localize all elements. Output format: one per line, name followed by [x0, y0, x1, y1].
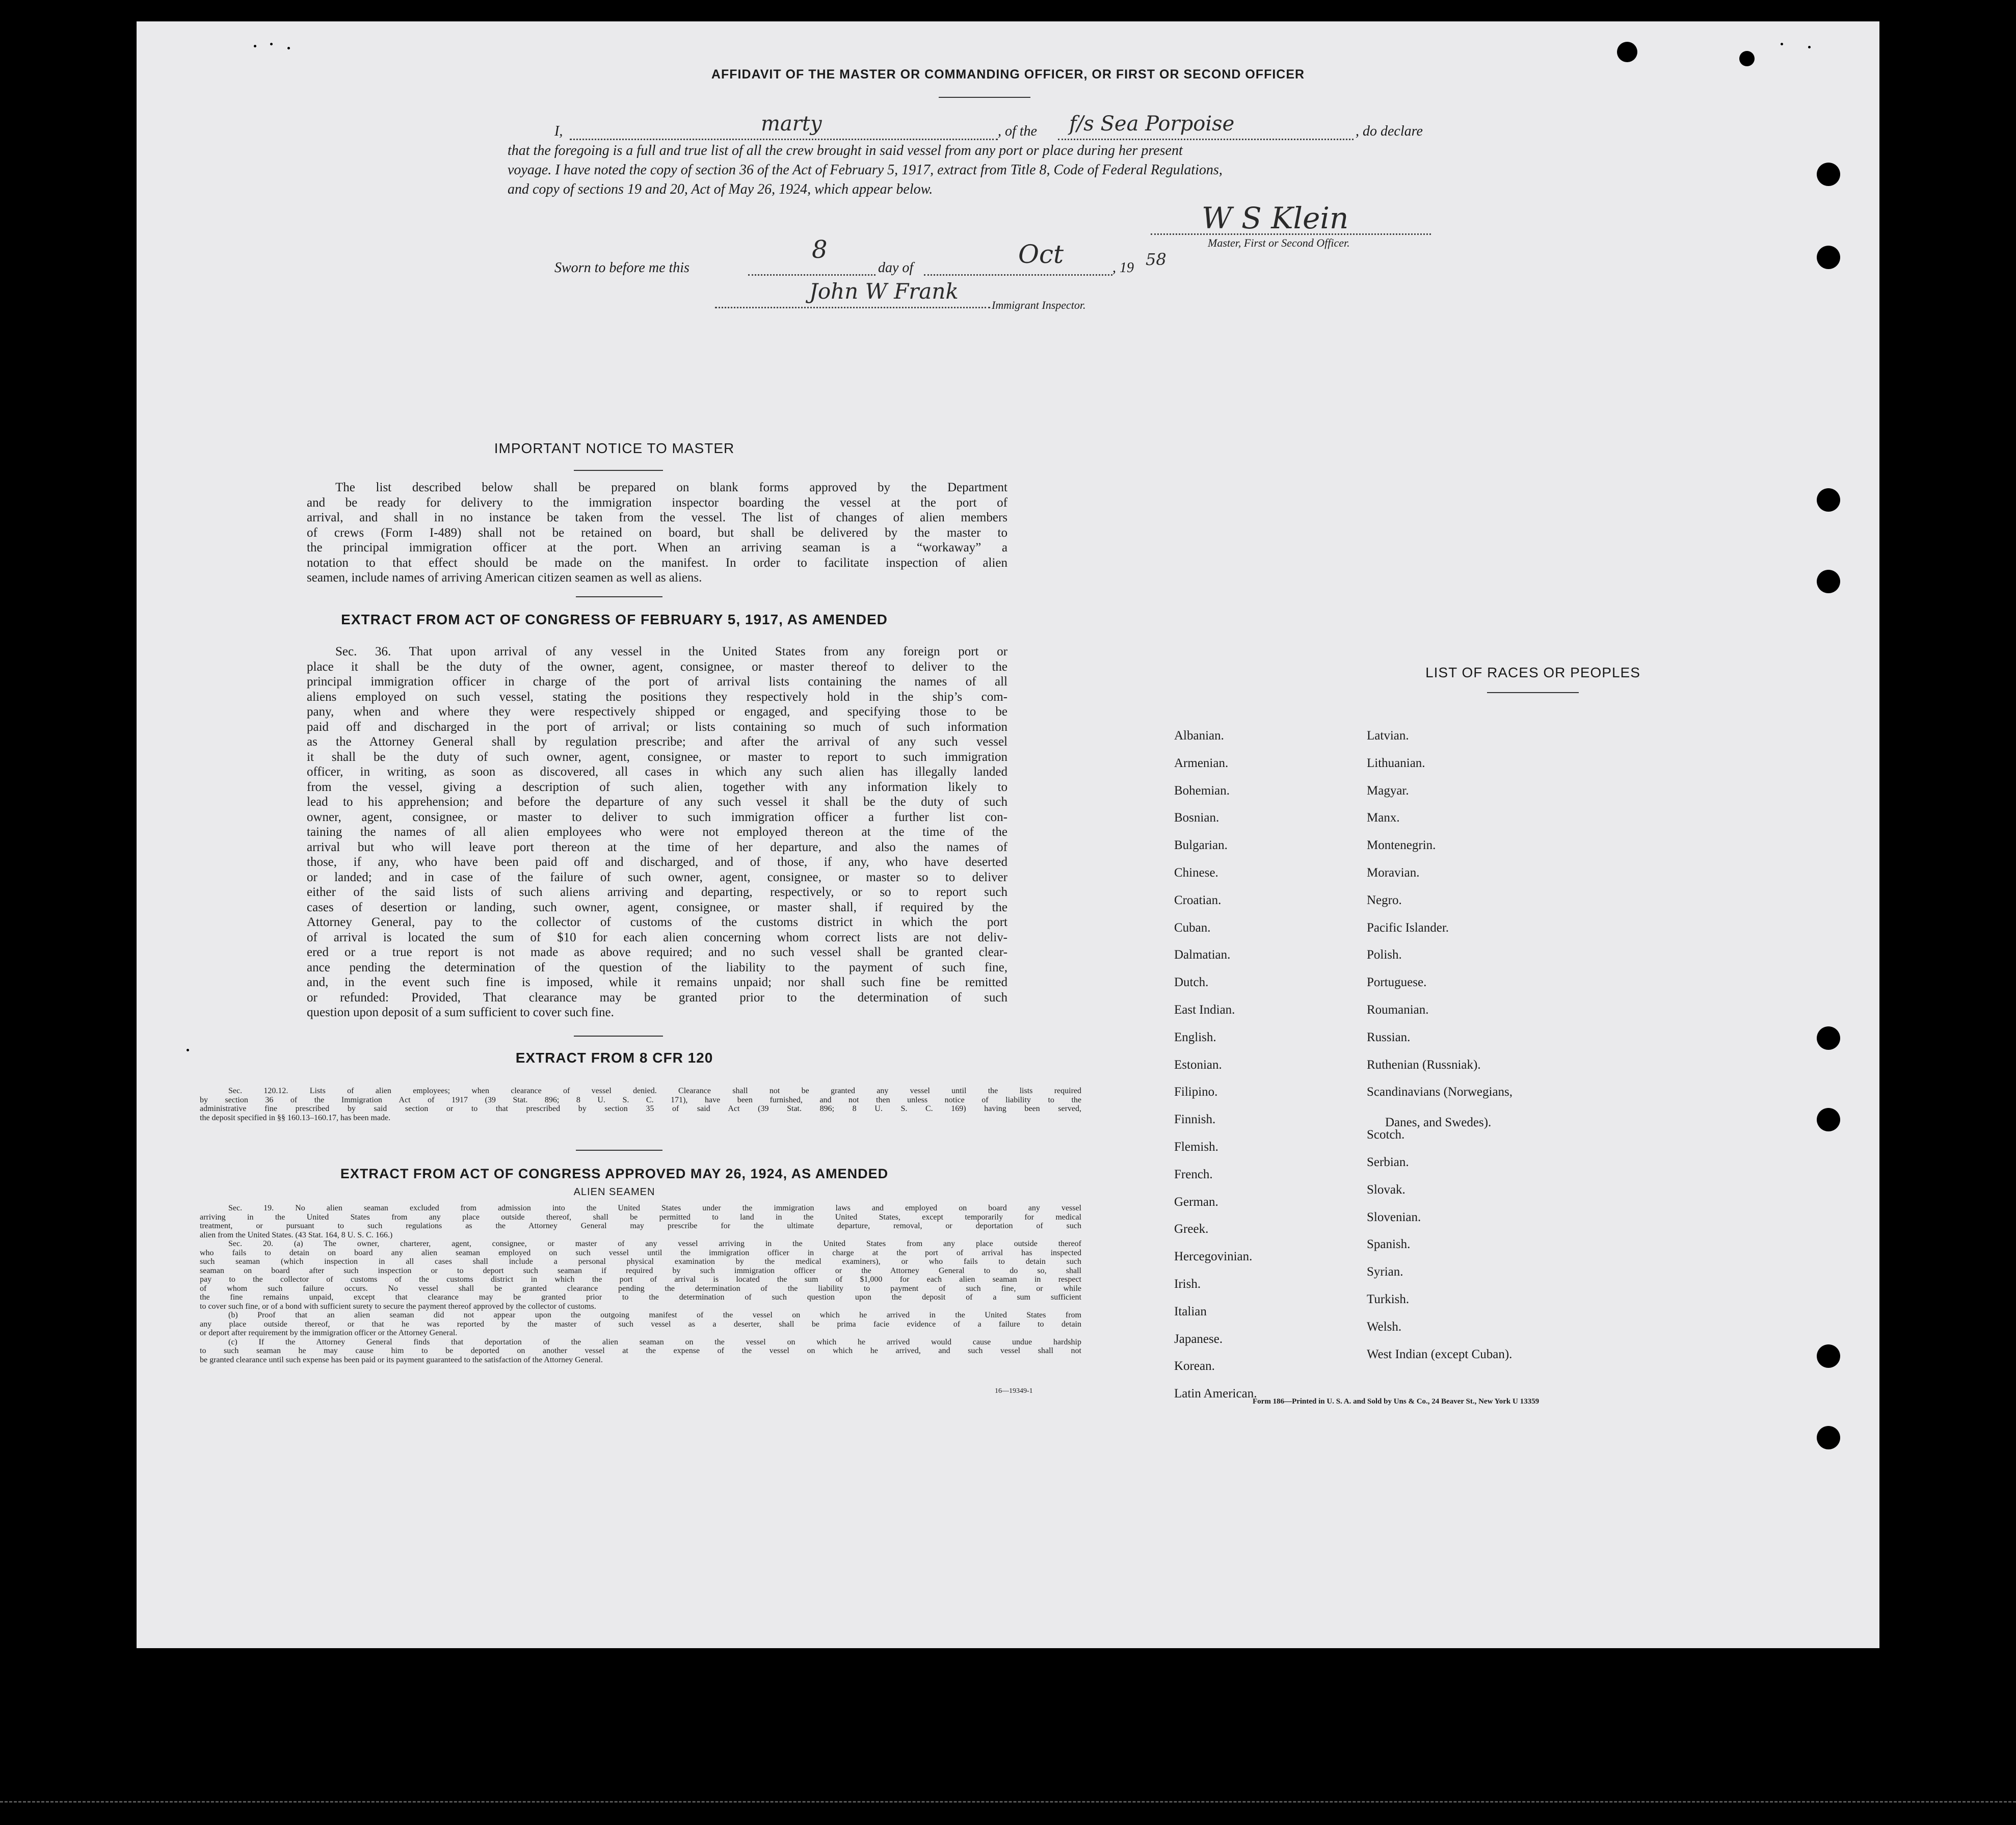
race-item: Scandinavians (Norwegians,	[1367, 1085, 1513, 1099]
race-item: Dutch.	[1174, 975, 1209, 990]
day-of-label: day of	[878, 260, 914, 276]
binder-hole	[1817, 1108, 1840, 1131]
race-item: Latvian.	[1367, 729, 1409, 743]
extract-1917-line: lead to his apprehension; and before the departure of any such vessel it shall be the duty of such	[307, 795, 1007, 809]
affidavit-line1-suffix: , do declare	[1356, 123, 1423, 139]
race-item: Russian.	[1367, 1030, 1411, 1044]
race-item: West Indian (except Cuban).	[1367, 1347, 1513, 1361]
notice-title: IMPORTANT NOTICE TO MASTER	[494, 440, 735, 456]
race-item: Roumanian.	[1367, 1003, 1429, 1017]
race-item: Polish.	[1367, 948, 1402, 962]
binder-hole	[1817, 1426, 1840, 1449]
notice-line: seamen, include names of arriving American citizen seamen as well as aliens.	[307, 571, 702, 585]
affidavit-title-rule	[939, 97, 1030, 98]
extract-1924-body	[200, 1204, 1081, 1364]
handwritten-vessel: f/s Sea Porpoise	[1069, 112, 1235, 136]
affidavit-line3: voyage. I have noted the copy of section 36 of the Act of February 5, 1917, extract from Title 8, Code of Federal Regulations,	[508, 162, 1223, 178]
race-item: Pacific Islander.	[1367, 920, 1449, 935]
affidavit-line4: and copy of sections 19 and 20, Act of May 26, 1924, which appear below.	[508, 181, 933, 197]
extract-1917-line: question upon deposit of a sum sufficient to cover such fine.	[307, 1006, 614, 1019]
notice-line: and be ready for delivery to the immigration inspector boarding the vessel at the port of	[307, 495, 1007, 510]
extract-1917-line: as the Attorney General shall by regulation prescribe; and after the arrival of any such vessel	[307, 735, 1007, 749]
form-page	[137, 21, 1879, 1648]
cfr-line: administrative fine prescribed by said section or to that prescribed by section 35 of said Act (39 Stat. 896; 8 U. S. C. 169) having been served,	[200, 1104, 1081, 1113]
race-item: Bulgarian.	[1174, 838, 1228, 853]
race-item: Armenian.	[1174, 756, 1229, 770]
extract-1917-line: ance pending the determination of the question of the liability to the payment of such fine,	[307, 960, 1007, 974]
month-fill-line	[924, 274, 1112, 276]
scan-border-line	[0, 1801, 2016, 1803]
master-signature: W S Klein	[1202, 201, 1349, 235]
binder-hole	[1817, 1026, 1840, 1050]
extract-1924-line: (c) If the Attorney General finds that deportation of the alien seaman on the vessel on which he arrived would cause undue hardship	[228, 1337, 1081, 1346]
extract-1924-line: to cover such fine, or of a bond with sufficient surety to secure the payment thereof approved by the collector of customs.	[200, 1302, 596, 1311]
extract-1924-line: the fine remains unpaid, except that clearance may be granted prior to the determination of such question upon the deposit of a sum sufficient	[200, 1293, 1081, 1302]
cfr-body	[200, 1087, 1081, 1122]
extract-1924-subtitle: ALIEN SEAMEN	[573, 1186, 655, 1198]
year-prefix: , 19	[1112, 260, 1134, 276]
race-item: East Indian.	[1174, 1003, 1235, 1017]
race-item: Portuguese.	[1367, 975, 1427, 990]
extract-1924-line: any place outside thereof, or that he was reported by the master of such vessel as a deserter, shall be prima facie evidence of a failure to detain	[200, 1319, 1081, 1329]
affidavit-line2: that the foregoing is a full and true list of all the crew brought in said vessel from any port or place during her present	[508, 143, 1183, 158]
race-item: Welsh.	[1367, 1319, 1402, 1334]
race-item: Slovak.	[1367, 1182, 1405, 1197]
extract-1917-line: and, in the event such fine is imposed, while it remains unpaid; nor shall such fine be remitted	[307, 975, 1007, 989]
race-item: Cuban.	[1174, 920, 1211, 935]
race-item: Filipino.	[1174, 1085, 1218, 1099]
affidavit-line1-prefix: I,	[554, 123, 563, 139]
extract-1924-line: be granted clearance until such expense has been paid or its payment guaranteed to the satisfaction of the Attorney General.	[200, 1355, 603, 1364]
extract-1924-line: Sec. 19. No alien seaman excluded from admission into the United States under the immigration laws and employed on board any vessel	[228, 1204, 1081, 1212]
extract-1917-line: or landed; and in case of the failure of such owner, agent, consignee, or master so to deliver	[307, 870, 1007, 884]
binder-hole	[1817, 163, 1840, 186]
day-fill-line	[748, 274, 876, 276]
extract-1924-title: EXTRACT FROM ACT OF CONGRESS APPROVED MAY 26, 1924, AS AMENDED	[340, 1166, 889, 1181]
extract-1917-line: principal immigration officer in charge of the port of arrival lists containing the names of all	[307, 675, 1007, 689]
cfr-line: by section 36 of the Immigration Act of 1917 (39 Stat. 896; 8 U. S. C. 171), have been furnished, and not then unless notice of liability to the	[200, 1095, 1081, 1104]
race-item: Albanian.	[1174, 729, 1224, 743]
extract-1917-line: place it shall be the duty of the owner, agent, consignee, or master thereof to deliver to the	[307, 659, 1007, 674]
extract-1924-line: who fails to detain on board any alien seaman employed on such vessel until the immigration officer in charge at the port of arrival has inspected	[200, 1248, 1081, 1257]
notice-title-rule	[574, 470, 663, 471]
extract-1917-body	[307, 644, 1007, 1020]
vessel-fill-line	[1058, 139, 1354, 140]
races-title: LIST OF RACES OR PEOPLES	[1425, 665, 1640, 680]
race-item: Italian	[1174, 1304, 1207, 1318]
inspector-label: Immigrant Inspector.	[992, 299, 1086, 311]
notice-body	[307, 480, 1007, 586]
race-item: Croatian.	[1174, 893, 1222, 907]
cfr-title: EXTRACT FROM 8 CFR 120	[515, 1050, 713, 1066]
binder-hole	[1739, 51, 1755, 66]
scan-speck	[287, 47, 290, 49]
cfr-line: Sec. 120.12. Lists of alien employees; when clearance of vessel denied. Clearance shall not be granted any vessel until the lists required	[228, 1087, 1081, 1095]
race-item: Hercegovinian.	[1174, 1250, 1253, 1264]
form-footer: Form 186—Printed in U. S. A. and Sold by Uns & Co., 24 Beaver St., New York U 13359	[1253, 1397, 1540, 1406]
race-item: Korean.	[1174, 1359, 1215, 1373]
race-item: Danes, and Swedes).	[1385, 1116, 1492, 1130]
race-item: Negro.	[1367, 893, 1402, 907]
race-item: German.	[1174, 1195, 1218, 1209]
notice-line: The list described below shall be prepared on blank forms approved by the Department	[335, 481, 1007, 494]
extract-1917-line: of arrival is located the sum of $10 for each alien concerning whom correct lists are not deliv-	[307, 930, 1007, 944]
race-item: Bosnian.	[1174, 811, 1219, 825]
extract-1924-line: seaman on board after such inspection or to deport such seaman if required by such immigration officer or the Attorney General to do so, shall	[200, 1266, 1081, 1275]
scan-speck	[1781, 43, 1783, 45]
extract-1917-line: aliens employed on such vessel, stating the positions they respectively hold in the ship’s com-	[307, 690, 1007, 704]
race-item: Chinese.	[1174, 866, 1218, 880]
extract-1917-line: pany, when and where they were respectively shipped or engaged, and specifying those to be	[307, 705, 1007, 719]
race-item: Japanese.	[1174, 1332, 1223, 1346]
extract-1917-line: it shall be the duty of such owner, agent, consignee, or master to report to such immigration	[307, 750, 1007, 764]
notice-line: notation to that effect should be made on the manifest. In order to facilitate inspection of alien	[307, 556, 1007, 570]
extract-1924-line: pay to the collector of customs of the customs district in which the port of arrival is located the sum of $1,000 for each alien seaman in respect	[200, 1275, 1081, 1284]
scan-speck	[1808, 46, 1811, 48]
inspector-signature-line	[715, 307, 990, 308]
scan-speck	[270, 43, 273, 45]
binder-hole	[1817, 488, 1840, 512]
binder-hole	[1817, 570, 1840, 593]
race-item: Finnish.	[1174, 1113, 1216, 1127]
race-item: Flemish.	[1174, 1140, 1218, 1154]
handwritten-name: marty	[761, 112, 822, 136]
race-item: Montenegrin.	[1367, 838, 1436, 853]
race-item: Latin American.	[1174, 1387, 1257, 1401]
race-item: Scotch.	[1367, 1128, 1405, 1142]
extract-1917-line: Sec. 36. That upon arrival of any vessel in the United States from any foreign port or	[335, 645, 1007, 658]
races-title-rule	[1487, 692, 1579, 693]
sworn-prefix: Sworn to before me this	[554, 260, 689, 276]
notice-end-rule	[576, 596, 662, 597]
extract-1924-line: of whom such failure occurs. No vessel shall be granted clearance pending the determination of the liability to payment of such fine, or while	[200, 1284, 1081, 1293]
binder-hole	[1817, 1344, 1840, 1368]
race-item: Dalmatian.	[1174, 948, 1231, 962]
affidavit-title: AFFIDAVIT OF THE MASTER OR COMMANDING OFFICER, OR FIRST OR SECOND OFFICER	[711, 67, 1305, 82]
race-item: Greek.	[1174, 1222, 1209, 1236]
master-signature-label: Master, First or Second Officer.	[1208, 236, 1350, 249]
scan-speck	[187, 1049, 189, 1051]
race-item: Lithuanian.	[1367, 756, 1425, 770]
extract-1924-line: to such seaman he may cause him to be deported on another vessel at the expense of the vessel on which he arrived, and such vessel shall not	[200, 1346, 1081, 1355]
inspector-signature: John W Frank	[809, 279, 959, 304]
race-item: Bohemian.	[1174, 783, 1230, 798]
extract-1917-line: Attorney General, pay to the collector of customs of the customs district in which the port	[307, 915, 1007, 929]
extract-1917-end-rule	[574, 1036, 663, 1037]
race-item: Turkish.	[1367, 1292, 1410, 1306]
extract-1924-line: alien from the United States. (43 Stat. 164, 8 U. S. C. 166.)	[200, 1230, 393, 1239]
extract-1924-line: or deport after requirement by the immigration officer or the Attorney General.	[200, 1329, 458, 1337]
race-item: Manx.	[1367, 811, 1400, 825]
extract-1917-line: cases of desertion or landing, such owner, agent, consignee, or master shall, if required by the	[307, 900, 1007, 914]
race-item: Serbian.	[1367, 1155, 1409, 1169]
extract-1917-line: taining the names of all alien employees who were not employed thereon at the time of the	[307, 825, 1007, 839]
extract-1917-line: arrival but who will leave port thereon at the time of her departure, and also the names of	[307, 840, 1007, 854]
extract-1924-code: 16—19349-1	[995, 1387, 1033, 1395]
extract-1917-line: ered or a true report is not made as above required; and no such vessel shall be granted clear-	[307, 945, 1007, 959]
notice-line: the principal immigration officer at the port. When an arriving seaman is a “workaway” a	[307, 541, 1007, 554]
extract-1917-line: those, if any, who have been paid off and discharged, and of those, if any, who have deserted	[307, 855, 1007, 869]
extract-1924-line: Sec. 20. (a) The owner, charterer, agent, consignee, or master of any vessel arriving in the United States from any place outside thereof	[228, 1239, 1081, 1248]
cfr-end-rule	[576, 1150, 662, 1151]
race-item: Irish.	[1174, 1277, 1201, 1291]
cfr-line: the deposit specified in §§ 160.13–160.17, has been made.	[200, 1113, 391, 1122]
extract-1917-line: paid off and discharged in the port of arrival; or lists containing so much of such information	[307, 720, 1007, 734]
binder-hole	[1617, 42, 1637, 62]
binder-hole	[1817, 246, 1840, 269]
handwritten-month: Oct	[1018, 240, 1064, 269]
extract-1917-line: from the vessel, giving a description of such alien, together with any information likely to	[307, 780, 1007, 794]
race-item: Spanish.	[1367, 1237, 1411, 1252]
race-item: English.	[1174, 1030, 1216, 1044]
extract-1917-line: either of the said lists of such aliens arriving and departing, respectively, or so to report such	[307, 885, 1007, 899]
notice-line: arrival, and shall in no instance be taken from the vessel. The list of changes of alien members	[307, 511, 1007, 524]
handwritten-day: 8	[812, 235, 828, 264]
handwritten-year: 58	[1146, 250, 1166, 269]
extract-1917-line: owner, agent, consignee, or master to deliver to such immigration officer a further list con-	[307, 810, 1007, 824]
race-item: Estonian.	[1174, 1057, 1222, 1072]
race-item: Magyar.	[1367, 783, 1409, 798]
extract-1917-line: or refunded: Provided, That clearance may be granted prior to the determination of such	[307, 990, 1007, 1004]
name-fill-line	[570, 139, 998, 140]
race-item: Ruthenian (Russniak).	[1367, 1057, 1481, 1072]
extract-1924-line: treatment, or pursuant to such regulations as the Attorney General may prescribe for the ultimate departure, removal, or deportation of such	[200, 1222, 1081, 1230]
race-item: French.	[1174, 1167, 1213, 1181]
race-item: Syrian.	[1367, 1265, 1403, 1279]
extract-1917-title: EXTRACT FROM ACT OF CONGRESS OF FEBRUARY 5, 1917, AS AMENDED	[341, 612, 888, 627]
notice-line: of crews (Form I-489) shall not be retained on board, but shall be delivered by the master to	[307, 525, 1007, 540]
extract-1924-line: arriving in the United States from any place outside thereof, shall be permitted to land in the United States, except temporarily for medical	[200, 1212, 1081, 1222]
race-item: Slovenian.	[1367, 1210, 1421, 1224]
race-item: Moravian.	[1367, 866, 1420, 880]
extract-1924-line: such seaman (which inspection in all cases shall include a personal physical examination by the medical examiners), or who fails to detain such	[200, 1257, 1081, 1266]
scan-speck	[254, 45, 256, 47]
affidavit-line1-mid: , of the	[998, 123, 1037, 139]
extract-1917-line: officer, in writing, as soon as discovered, all cases in which any such alien has illegally landed	[307, 765, 1007, 779]
extract-1924-line: (b) Proof that an alien seaman did not appear upon the outgoing manifest of the vessel on which he arrived in the United States from	[228, 1311, 1081, 1319]
